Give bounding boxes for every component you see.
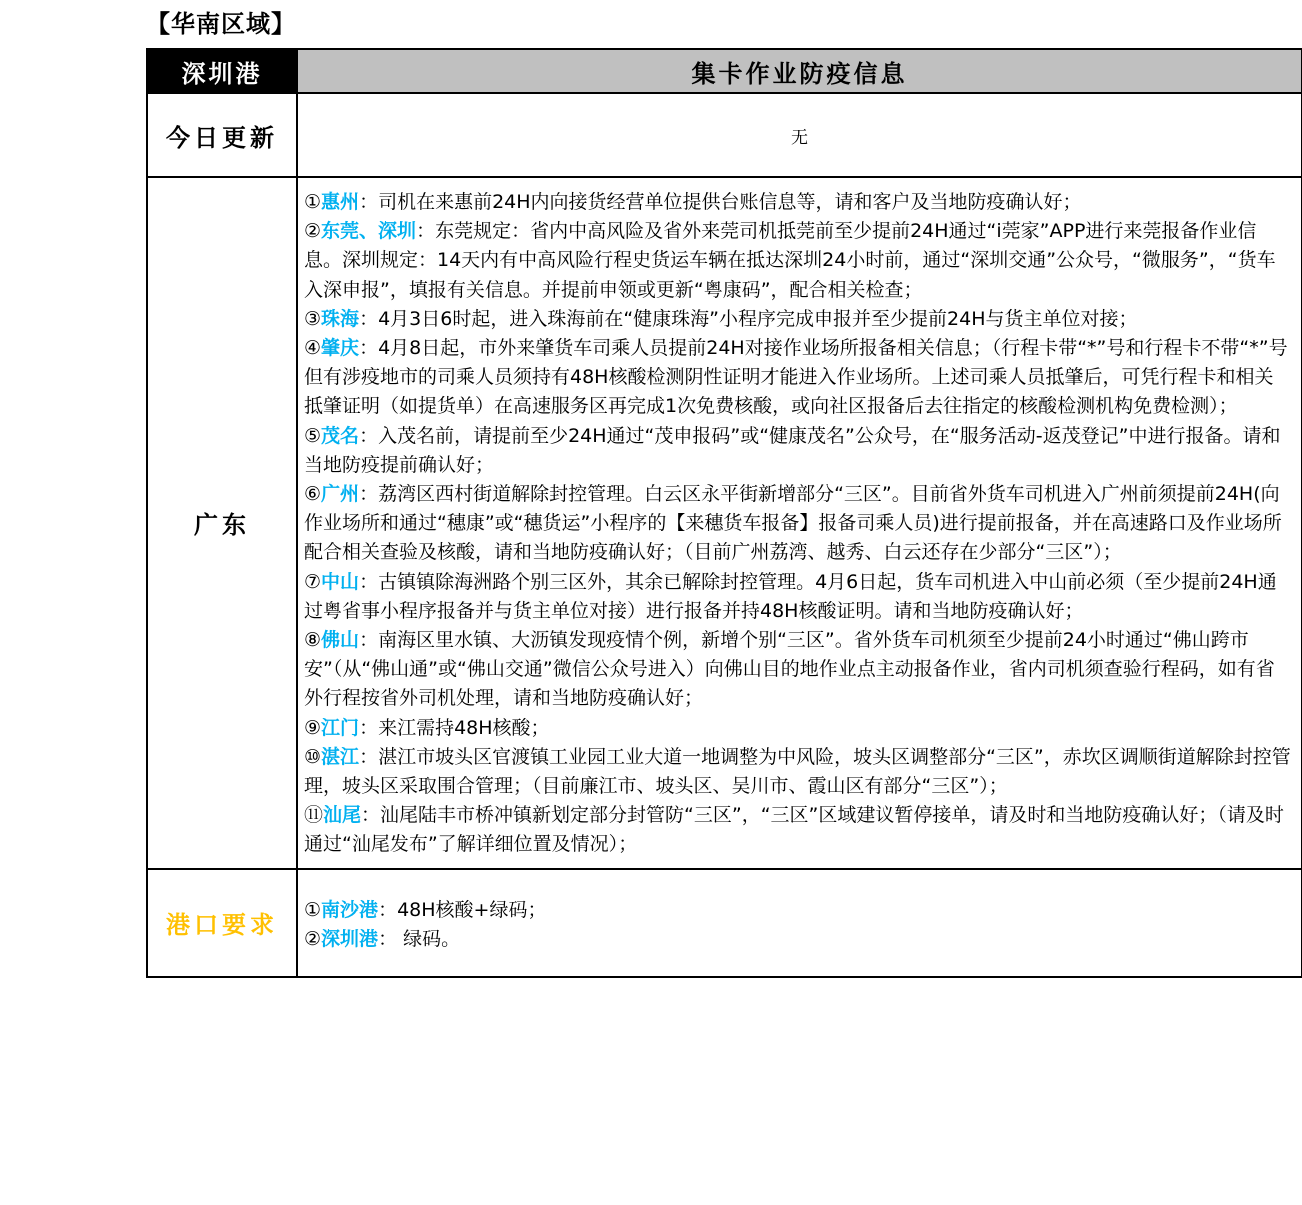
item-text: ： 绿码。 — [378, 927, 461, 950]
guangdong-content — [297, 177, 1302, 869]
list-item — [304, 422, 1291, 480]
list-item — [304, 743, 1291, 801]
today-label: 今日更新 — [147, 93, 297, 177]
list-item — [304, 568, 1291, 626]
list-item — [304, 626, 1291, 714]
item-text: ：南海区里水镇、大沥镇发现疫情个例，新增个别“三区”。省外货车司机须至少提前24小时通过“佛山跨市安”（从“佛山通”或“佛山交通”微信公众号进入）向佛山目的地作业点主动报备作业，省内司机须查验行程码，如有省外行程按省外司机处理，请和当地防疫确认好； — [304, 629, 1275, 710]
item-number: ⑧ — [304, 629, 322, 652]
list-item — [304, 714, 1291, 743]
today-row — [147, 93, 1302, 177]
item-text: ：来江需持48H核酸； — [359, 716, 550, 739]
port-name: 南沙港 — [321, 898, 379, 921]
item-text: ：4月8日起，市外来肇货车司乘人员提前24H对接作业场所报备相关信息；（行程卡带“*”号和行程卡不带“*”号但有涉疫地市的司乘人员须持有48H核酸检测阴性证明才能进入作业场所。上述司乘人员抵肇后，可凭行程卡和相关抵肇证明（如提货单）在高速服务区再完成1次免费核酸，或向社区报备后去往指定的核酸检测机构免费检测）； — [304, 337, 1288, 418]
item-number: ② — [304, 220, 322, 243]
item-number: ④ — [304, 337, 322, 360]
place-name: 惠州 — [321, 191, 360, 213]
list-item — [304, 480, 1291, 568]
header-info: 集卡作业防疫信息 — [297, 49, 1302, 93]
list-item — [304, 801, 1291, 859]
port-requirement-label: 港口要求 — [147, 869, 297, 977]
list-item — [304, 334, 1291, 422]
place-name: 汕尾 — [323, 804, 362, 827]
place-name: 湛江 — [321, 745, 360, 768]
item-number: ⑤ — [304, 424, 322, 447]
item-number: ⑦ — [304, 570, 322, 593]
place-name: 江门 — [321, 716, 360, 739]
place-name: 珠海 — [321, 307, 360, 330]
item-text: ：荔湾区西村街道解除封控管理。白云区永平街新增部分“三区”。目前省外货车司机进入广州前须提前24H(向作业场所和通过“穗康”或“穗货运”小程序的【来穗货车报备】报备司乘人员)进行提前报备，并在高速路口及作业场所配合相关查验及核酸，请和当地防疫确认好；（目前广州荔湾、越秀、白云还存在少部分“三区”）； — [304, 483, 1282, 564]
item-number: ⑪ — [304, 804, 324, 827]
place-name: 佛山 — [321, 629, 360, 652]
epidemic-info-table — [146, 48, 1302, 978]
item-number: ⑥ — [304, 483, 322, 506]
list-item — [304, 305, 1291, 334]
port-requirement-content — [297, 869, 1302, 977]
item-text: ：汕尾陆丰市桥冲镇新划定部分封管防“三区”，“三区”区域建议暂停接单，请及时和当地防疫确认好；（请及时通过“汕尾发布”了解详细位置及情况）； — [304, 804, 1284, 856]
item-text: ：古镇镇除海洲路个别三区外，其余已解除封控管理。4月6日起，货车司机进入中山前必须（至少提前24H通过粤省事小程序报备并与货主单位对接）进行报备并持48H核酸证明。请和当地防疫确认好； — [304, 570, 1277, 622]
item-text: ：入茂名前，请提前至少24H通过“茂申报码”或“健康茂名”公众号，在“服务活动-返茂登记”中进行报备。请和当地防疫提前确认好； — [304, 424, 1281, 476]
item-text: ：湛江市坡头区官渡镇工业园工业大道一地调整为中风险，坡头区调整部分“三区”，赤坎区调顺街道解除封控管理，坡头区采取围合管理；（目前廉江市、坡头区、吴川市、霞山区有部分“三区”）； — [304, 745, 1291, 798]
region-title: 【华南区域】 — [146, 10, 296, 38]
item-text: ：司机在来惠前24H内向接货经营单位提供台账信息等，请和客户及当地防疫确认好； — [359, 191, 1082, 213]
guangdong-label: 广东 — [147, 177, 297, 869]
today-value: 无 — [297, 93, 1302, 177]
port-name: 深圳港 — [321, 927, 379, 950]
item-number: ① — [304, 191, 322, 213]
item-number: ⑩ — [304, 745, 322, 768]
list-item — [304, 217, 1291, 305]
place-name: 广州 — [321, 483, 360, 506]
item-text: ：48H核酸+绿码； — [378, 898, 547, 921]
list-item — [304, 896, 1291, 925]
header-row — [147, 49, 1302, 93]
item-text: ：4月3日6时起，进入珠海前在“健康珠海”小程序完成申报并至少提前24H与货主单位对接； — [359, 307, 1138, 330]
port-requirement-row — [147, 869, 1302, 977]
place-name: 肇庆 — [321, 337, 360, 360]
item-number: ② — [304, 927, 322, 950]
list-item — [304, 925, 1291, 954]
item-number: ⑨ — [304, 716, 322, 739]
place-name: 茂名 — [321, 424, 360, 447]
place-name: 中山 — [321, 570, 360, 593]
item-number: ③ — [304, 307, 322, 330]
item-number: ① — [304, 898, 322, 921]
place-name: 东莞、深圳 — [321, 220, 417, 243]
header-port: 深圳港 — [147, 49, 297, 93]
guangdong-row — [147, 177, 1302, 869]
item-text: ：东莞规定：省内中高风险及省外来莞司机抵莞前至少提前24H通过“i莞家”APP进行来莞报备作业信息。深圳规定：14天内有中高风险行程史货运车辆在抵达深圳24小时前，通过“深圳交通”公众号，“微服务”，“货车入深申报”，填报有关信息。并提前申领或更新“粤康码”，配合相关检查； — [304, 220, 1276, 301]
list-item — [304, 188, 1291, 217]
